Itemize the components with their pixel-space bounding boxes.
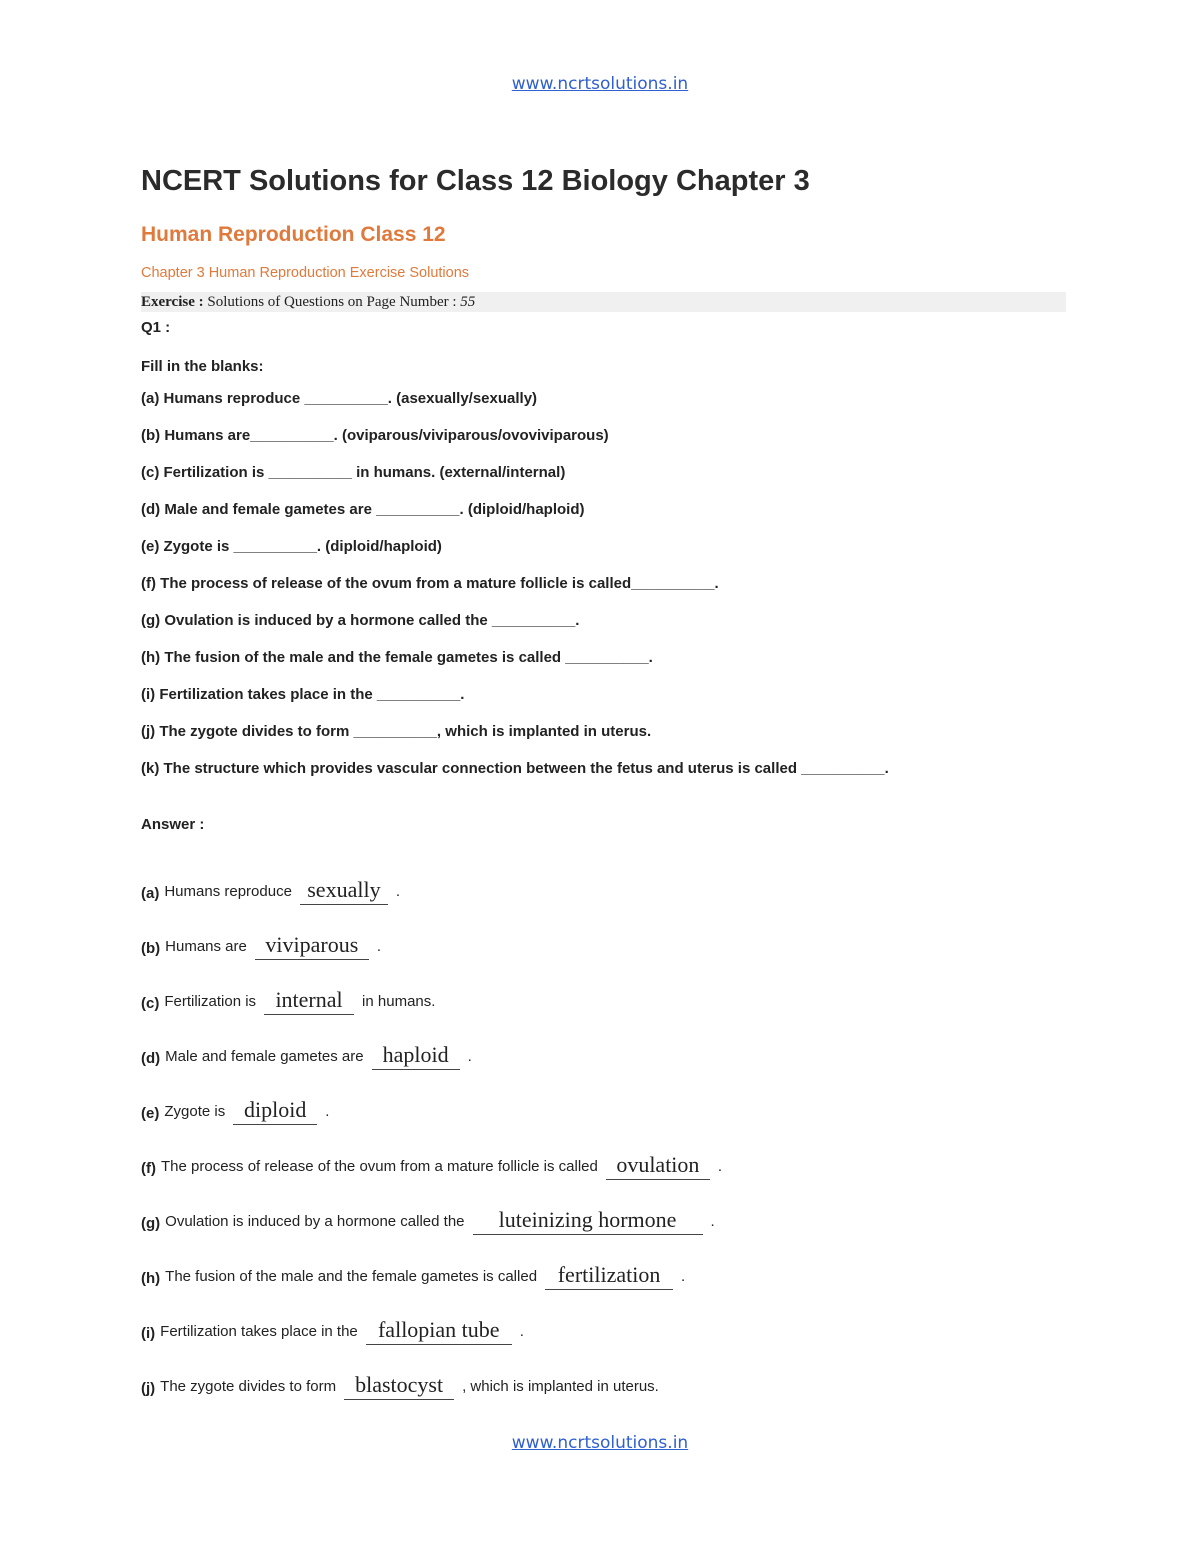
- question-label: Q1 :: [141, 319, 171, 336]
- answer-text-after: .: [681, 1268, 686, 1285]
- answer-item: [141, 1235, 1066, 1290]
- answer-word: sexually: [307, 877, 381, 902]
- answer-word: fertilization: [557, 1262, 661, 1287]
- exercise-label: Exercise :: [141, 294, 204, 310]
- question-item: (a) Humans reproduce __________. (asexually/sexually): [141, 390, 538, 407]
- answer-word: viviparous: [265, 932, 359, 957]
- exercise-text: Solutions of Questions on Page Number :: [207, 294, 457, 310]
- answer-text-before: Male and female gametes are: [165, 1048, 364, 1065]
- answer-item: [141, 850, 1066, 905]
- exercise-bar: [141, 292, 1066, 312]
- answer-text-before: Ovulation is induced by a hormone called the: [165, 1213, 465, 1230]
- answer-blank: [606, 1152, 710, 1180]
- answer-item: [141, 1125, 1066, 1180]
- question-item: (k) The structure which provides vascular connection between the fetus and uterus is called __________.: [141, 760, 889, 777]
- answer-label: Answer :: [141, 816, 205, 833]
- answer-letter: (c): [141, 995, 160, 1012]
- question-item: (d) Male and female gametes are __________. (diploid/haploid): [141, 501, 585, 518]
- answer-text-after: .: [519, 1323, 524, 1340]
- answer-blank: [300, 877, 388, 905]
- answer-text-before: The fusion of the male and the female gametes is called: [165, 1268, 538, 1285]
- answer-letter: (j): [141, 1380, 156, 1397]
- answer-text-before: The zygote divides to form: [160, 1378, 337, 1395]
- answer-text-after: .: [717, 1158, 723, 1175]
- answer-item: [141, 1290, 1066, 1345]
- answer-item: [141, 1345, 1066, 1400]
- answer-text-after: .: [710, 1213, 715, 1230]
- answer-text-before: Fertilization is: [164, 993, 257, 1010]
- footer-site-link[interactable]: www.ncrtsolutions.in: [511, 1433, 689, 1453]
- answer-item: [141, 960, 1066, 1015]
- answer-word: haploid: [382, 1042, 449, 1067]
- answer-text-before: The process of release of the ovum from a mature follicle is called: [161, 1158, 598, 1175]
- header-site-link[interactable]: www.ncrtsolutions.in: [511, 74, 689, 94]
- answer-letter: (h): [141, 1270, 161, 1287]
- question-list: [141, 388, 1066, 780]
- section-heading: Chapter 3 Human Reproduction Exercise Solutions: [141, 265, 470, 281]
- answer-item: [141, 1180, 1066, 1235]
- answer-letter: (d): [141, 1050, 161, 1067]
- question-item: (e) Zygote is __________. (diploid/haploid): [141, 538, 442, 555]
- question-item: (j) The zygote divides to form __________, which is implanted in uterus.: [141, 723, 652, 740]
- question-item: (i) Fertilization takes place in the __________.: [141, 686, 465, 703]
- answer-blank: [264, 987, 354, 1015]
- answer-letter: (g): [141, 1215, 161, 1232]
- page-title: NCERT Solutions for Class 12 Biology Chapter 3: [141, 165, 810, 197]
- question-item: (h) The fusion of the male and the female gametes is called __________.: [141, 649, 653, 666]
- answer-blank: [372, 1042, 460, 1070]
- answer-text-before: Humans reproduce: [164, 883, 292, 900]
- answer-word: blastocyst: [355, 1372, 444, 1397]
- answer-blank: [344, 1372, 454, 1400]
- answer-blank: [545, 1262, 673, 1290]
- answer-letter: (f): [141, 1160, 156, 1177]
- answer-item: [141, 1015, 1066, 1070]
- answer-text-after: .: [467, 1048, 472, 1065]
- question-item: (c) Fertilization is __________ in humans. (external/internal): [141, 464, 566, 481]
- question-item: (b) Humans are__________. (oviparous/viviparous/ovoviviparous): [141, 427, 609, 444]
- answer-letter: (e): [141, 1105, 160, 1122]
- answer-word: fallopian tube: [377, 1317, 500, 1342]
- answer-text-after: .: [325, 1103, 330, 1120]
- answer-blank: [366, 1317, 512, 1345]
- question-item: (g) Ovulation is induced by a hormone called the __________.: [141, 612, 580, 629]
- answer-letter: (a): [141, 885, 160, 902]
- answer-text-after: , which is implanted in uterus.: [462, 1378, 659, 1395]
- document-body: [141, 160, 1066, 1400]
- answer-blank: [255, 932, 369, 960]
- answer-text-before: Zygote is: [164, 1103, 226, 1120]
- answer-word: diploid: [244, 1097, 307, 1122]
- answer-text-before: Fertilization takes place in the: [160, 1323, 358, 1340]
- answer-word: luteinizing hormone: [498, 1207, 677, 1232]
- answer-text-after: in humans.: [362, 993, 436, 1010]
- answer-text-after: .: [395, 883, 401, 900]
- answer-item: [141, 1070, 1066, 1125]
- answer-text-before: Humans are: [165, 938, 247, 955]
- instruction: Fill in the blanks:: [141, 358, 264, 375]
- subtitle: Human Reproduction Class 12: [141, 223, 446, 246]
- answer-list: [141, 850, 1066, 1400]
- answer-letter: (b): [141, 940, 161, 957]
- answer-word: ovulation: [616, 1152, 700, 1177]
- answer-text-after: .: [376, 938, 382, 955]
- answer-blank: [233, 1097, 317, 1125]
- answer-word: internal: [275, 987, 343, 1012]
- answer-letter: (i): [141, 1325, 156, 1342]
- exercise-page-number: 55: [460, 294, 476, 310]
- answer-item: [141, 905, 1066, 960]
- answer-blank: [473, 1207, 703, 1235]
- question-item: (f) The process of release of the ovum from a mature follicle is called__________.: [141, 575, 719, 592]
